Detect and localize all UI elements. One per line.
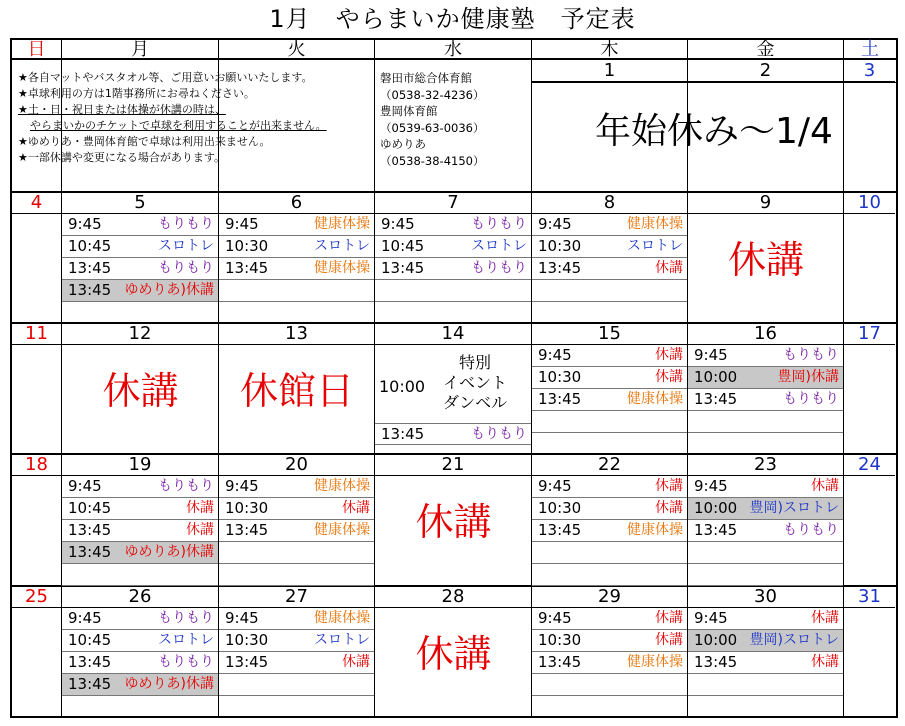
notice-line: ★ゆめりあ・豊岡体育館で卓球は利用出来ません。	[18, 135, 271, 148]
day-number: 2	[688, 60, 843, 82]
slot-time: 13:45	[694, 521, 738, 539]
day-divider	[843, 60, 844, 716]
slot-time: 13:45	[225, 521, 269, 539]
slot-time: 9:45	[538, 609, 572, 627]
empty-slot	[688, 542, 843, 564]
empty-slot	[219, 542, 374, 564]
day-number: 8	[532, 192, 687, 214]
class-slot	[532, 367, 687, 389]
day-number: 27	[219, 586, 374, 608]
day-number: 20	[219, 454, 374, 476]
day-number: 15	[532, 323, 687, 345]
slot-time: 10:00	[694, 368, 738, 386]
gym-contact-line: 磐田市総合体育館	[380, 71, 472, 85]
empty-slot	[688, 564, 843, 586]
notice-line: やらまいかのチケットで卓球を利用することが出来ません。	[30, 119, 327, 132]
class-slot	[219, 214, 374, 236]
notice-line: ★各自マットやバスタオル等、ご用意いお願いいたします。	[18, 71, 313, 84]
empty-slot	[375, 280, 531, 302]
class-slot	[688, 389, 843, 411]
slot-time: 13:45	[68, 281, 112, 299]
page-title: 1月 やらまいか健康塾 予定表	[269, 5, 636, 33]
class-slot	[532, 258, 687, 280]
class-slot	[62, 608, 218, 630]
slot-time: 9:45	[538, 346, 572, 364]
slot-class: 豊岡)スロトレ	[749, 632, 839, 648]
slot-class: 休講	[342, 654, 370, 670]
slot-time: 9:45	[225, 215, 259, 233]
class-slot	[62, 542, 218, 564]
class-slot	[532, 498, 687, 520]
slot-class: 健康体操	[314, 610, 370, 626]
slot-time: 9:45	[68, 477, 102, 495]
slot-class: 健康体操	[627, 654, 683, 670]
class-slot	[219, 258, 374, 280]
slot-time: 10:30	[225, 237, 269, 255]
cancelled-label: 休講	[415, 500, 492, 544]
day-number: 23	[688, 454, 843, 476]
day-number: 4	[12, 192, 61, 214]
class-slot	[688, 367, 843, 389]
slot-class: もりもり	[158, 216, 214, 232]
empty-slot	[532, 542, 687, 564]
class-slot	[219, 498, 374, 520]
day-number: 22	[532, 454, 687, 476]
slot-time: 10:30	[225, 499, 269, 517]
class-slot	[532, 214, 687, 236]
slot-class: 休講	[342, 500, 370, 516]
empty-slot	[688, 411, 843, 433]
closure-top	[532, 82, 896, 83]
class-slot	[532, 389, 687, 411]
gym-contact-line: （0538-38-4150）	[380, 153, 485, 168]
class-slot	[219, 236, 374, 258]
slot-time: 13:45	[538, 653, 582, 671]
slot-class: 休講	[186, 522, 214, 538]
slot-class: 健康体操	[627, 391, 683, 407]
slot-time: 13:45	[68, 675, 112, 693]
class-slot	[532, 608, 687, 630]
class-slot	[62, 498, 218, 520]
slot-time: 10:00	[694, 631, 738, 649]
new-year-closure: 年始休み〜1/4	[595, 111, 833, 152]
weekday-header: 土	[844, 40, 896, 60]
slot-time: 10:45	[68, 631, 112, 649]
gym-contact-line: ゆめりあ	[380, 137, 426, 151]
slot-time: 13:45	[225, 653, 269, 671]
slot-class: スロトレ	[158, 632, 214, 648]
slot-time: 13:45	[68, 543, 112, 561]
slot-time: 9:45	[381, 215, 415, 233]
slot-class: 休講	[655, 500, 683, 516]
slot-class: スロトレ	[627, 238, 683, 254]
special-event-time: 10:00	[379, 377, 426, 396]
day-number: 29	[532, 586, 687, 608]
slot-class: もりもり	[783, 522, 839, 538]
cancelled-label: 休講	[727, 238, 804, 282]
weekday-header: 木	[532, 40, 688, 60]
class-slot	[219, 520, 374, 542]
class-slot	[532, 520, 687, 542]
slot-time: 9:45	[694, 477, 728, 495]
slot-time: 9:45	[538, 477, 572, 495]
class-slot	[688, 476, 843, 498]
day-number: 30	[688, 586, 843, 608]
slot-time: 13:45	[694, 653, 738, 671]
notice-line: ★一部休講や変更になる場合があります。	[18, 151, 225, 164]
slot-class: 豊岡)休講	[777, 369, 839, 385]
gym-contact-line: 豊岡体育館	[380, 104, 438, 118]
class-slot	[532, 630, 687, 652]
slot-class: 休講	[811, 610, 839, 626]
day-number: 12	[62, 323, 218, 345]
empty-slot	[219, 564, 374, 586]
slot-time: 13:45	[381, 425, 425, 443]
slot-class: 健康体操	[314, 260, 370, 276]
slot-time: 10:45	[68, 499, 112, 517]
slot-time: 10:45	[68, 237, 112, 255]
class-slot	[62, 214, 218, 236]
class-slot	[62, 674, 218, 696]
slot-class: もりもり	[158, 654, 214, 670]
slot-class: もりもり	[783, 391, 839, 407]
notice-line: ★卓球利用の方は1階事務所にお尋ねください。	[18, 87, 255, 100]
slot-time: 9:45	[538, 215, 572, 233]
day-number: 13	[219, 323, 374, 345]
slot-time: 9:45	[694, 346, 728, 364]
empty-slot	[532, 411, 687, 433]
slot-class: 健康体操	[314, 216, 370, 232]
slot-time: 9:45	[68, 215, 102, 233]
weekday-header: 金	[688, 40, 844, 60]
slot-time: 13:45	[694, 390, 738, 408]
slot-time: 13:45	[381, 259, 425, 277]
class-slot	[375, 258, 531, 280]
slot-time: 13:45	[538, 259, 582, 277]
slot-class: もりもり	[471, 260, 527, 276]
slot-class: ゆめりあ)休講	[124, 282, 214, 298]
slot-time: 13:45	[68, 259, 112, 277]
slot-class: もりもり	[158, 610, 214, 626]
slot-time: 13:45	[68, 653, 112, 671]
day-number: 9	[688, 192, 843, 214]
weekday-header: 月	[62, 40, 219, 60]
empty-slot	[219, 280, 374, 302]
class-slot	[219, 608, 374, 630]
slot-class: スロトレ	[314, 632, 370, 648]
slot-class: もりもり	[158, 260, 214, 276]
class-slot	[688, 345, 843, 367]
weekday-header: 日	[12, 40, 62, 60]
day-number: 24	[844, 454, 895, 476]
weekday-header: 水	[375, 40, 532, 60]
class-slot	[62, 652, 218, 674]
slot-class: 健康体操	[314, 478, 370, 494]
day-number: 1	[532, 60, 687, 82]
slot-class: 休講	[811, 478, 839, 494]
slot-class: 休講	[186, 500, 214, 516]
slot-time: 13:45	[538, 390, 582, 408]
slot-time: 10:30	[538, 237, 582, 255]
day-number: 21	[375, 454, 531, 476]
slot-class: 豊岡)スロトレ	[749, 500, 839, 516]
slot-time: 9:45	[694, 609, 728, 627]
notice-list	[18, 70, 378, 166]
slot-time: 10:30	[538, 499, 582, 517]
slot-class: 休講	[811, 654, 839, 670]
class-slot	[532, 476, 687, 498]
slot-time: 10:30	[225, 631, 269, 649]
special-event-name: 特別 イベント ダンベル	[442, 353, 508, 412]
day-number: 28	[375, 586, 531, 608]
slot-class: 休講	[655, 260, 683, 276]
class-slot	[375, 236, 531, 258]
weekday-header: 火	[219, 40, 375, 60]
class-slot	[688, 608, 843, 630]
empty-slot	[532, 564, 687, 586]
slot-time: 10:30	[538, 368, 582, 386]
class-slot	[688, 498, 843, 520]
class-slot	[62, 280, 218, 302]
slot-time: 10:00	[694, 499, 738, 517]
slot-time: 13:45	[225, 259, 269, 277]
day-number: 17	[844, 323, 895, 345]
slot-class: 健康体操	[627, 522, 683, 538]
slot-time: 13:45	[538, 521, 582, 539]
slot-class: もりもり	[158, 478, 214, 494]
slot-class: もりもり	[471, 216, 527, 232]
day-number: 26	[62, 586, 218, 608]
day-number: 10	[844, 192, 895, 214]
day-number: 5	[62, 192, 218, 214]
cancelled-label: 休講	[102, 369, 179, 413]
cancelled-label: 休講	[415, 632, 492, 676]
slot-class: スロトレ	[314, 238, 370, 254]
day-number: 7	[375, 192, 531, 214]
calendar	[10, 38, 898, 718]
empty-slot	[62, 564, 218, 586]
day-number: 11	[12, 323, 61, 345]
slot-time: 9:45	[225, 609, 259, 627]
day-number: 18	[12, 454, 61, 476]
class-slot	[219, 652, 374, 674]
class-slot	[375, 423, 531, 445]
day-number: 14	[375, 323, 531, 345]
slot-class: ゆめりあ)休講	[124, 676, 214, 692]
slot-class: 健康体操	[314, 522, 370, 538]
class-slot	[219, 630, 374, 652]
slot-class: もりもり	[783, 347, 839, 363]
class-slot	[219, 476, 374, 498]
empty-slot	[532, 674, 687, 696]
class-slot	[532, 345, 687, 367]
class-slot	[62, 258, 218, 280]
slot-time: 13:45	[68, 521, 112, 539]
slot-class: 休講	[655, 347, 683, 363]
slot-class: ゆめりあ)休講	[124, 544, 214, 560]
gym-contacts	[380, 70, 484, 169]
day-number: 16	[688, 323, 843, 345]
slot-class: スロトレ	[158, 238, 214, 254]
class-slot	[62, 630, 218, 652]
gym-contact-line: （0538-32-4236）	[380, 87, 485, 102]
class-slot	[375, 214, 531, 236]
slot-time: 10:45	[381, 237, 425, 255]
slot-time: 9:45	[225, 477, 259, 495]
closed-day-label: 休館日	[239, 369, 354, 413]
day-number: 6	[219, 192, 374, 214]
class-slot	[62, 520, 218, 542]
day-number: 31	[844, 586, 895, 608]
class-slot	[62, 236, 218, 258]
day-number: 25	[12, 586, 61, 608]
slot-time: 9:45	[68, 609, 102, 627]
slot-time: 10:30	[538, 631, 582, 649]
notice-line: ★土・日・祝日または体操が休講の時は、	[18, 103, 226, 116]
empty-slot	[688, 674, 843, 696]
slot-class: 休講	[655, 369, 683, 385]
gym-contact-line: （0539-63-0036）	[380, 120, 485, 135]
slot-class: 休講	[655, 610, 683, 626]
slot-class: もりもり	[471, 426, 527, 442]
slot-class: 休講	[655, 478, 683, 494]
day-number: 19	[62, 454, 218, 476]
class-slot	[688, 520, 843, 542]
class-slot	[688, 630, 843, 652]
empty-slot	[532, 280, 687, 302]
class-slot	[532, 236, 687, 258]
empty-slot	[219, 674, 374, 696]
class-slot	[62, 476, 218, 498]
class-slot	[532, 652, 687, 674]
day-number: 3	[844, 60, 895, 82]
slot-class: 健康体操	[627, 216, 683, 232]
slot-class: 休講	[655, 632, 683, 648]
class-slot	[688, 652, 843, 674]
slot-class: スロトレ	[471, 238, 527, 254]
